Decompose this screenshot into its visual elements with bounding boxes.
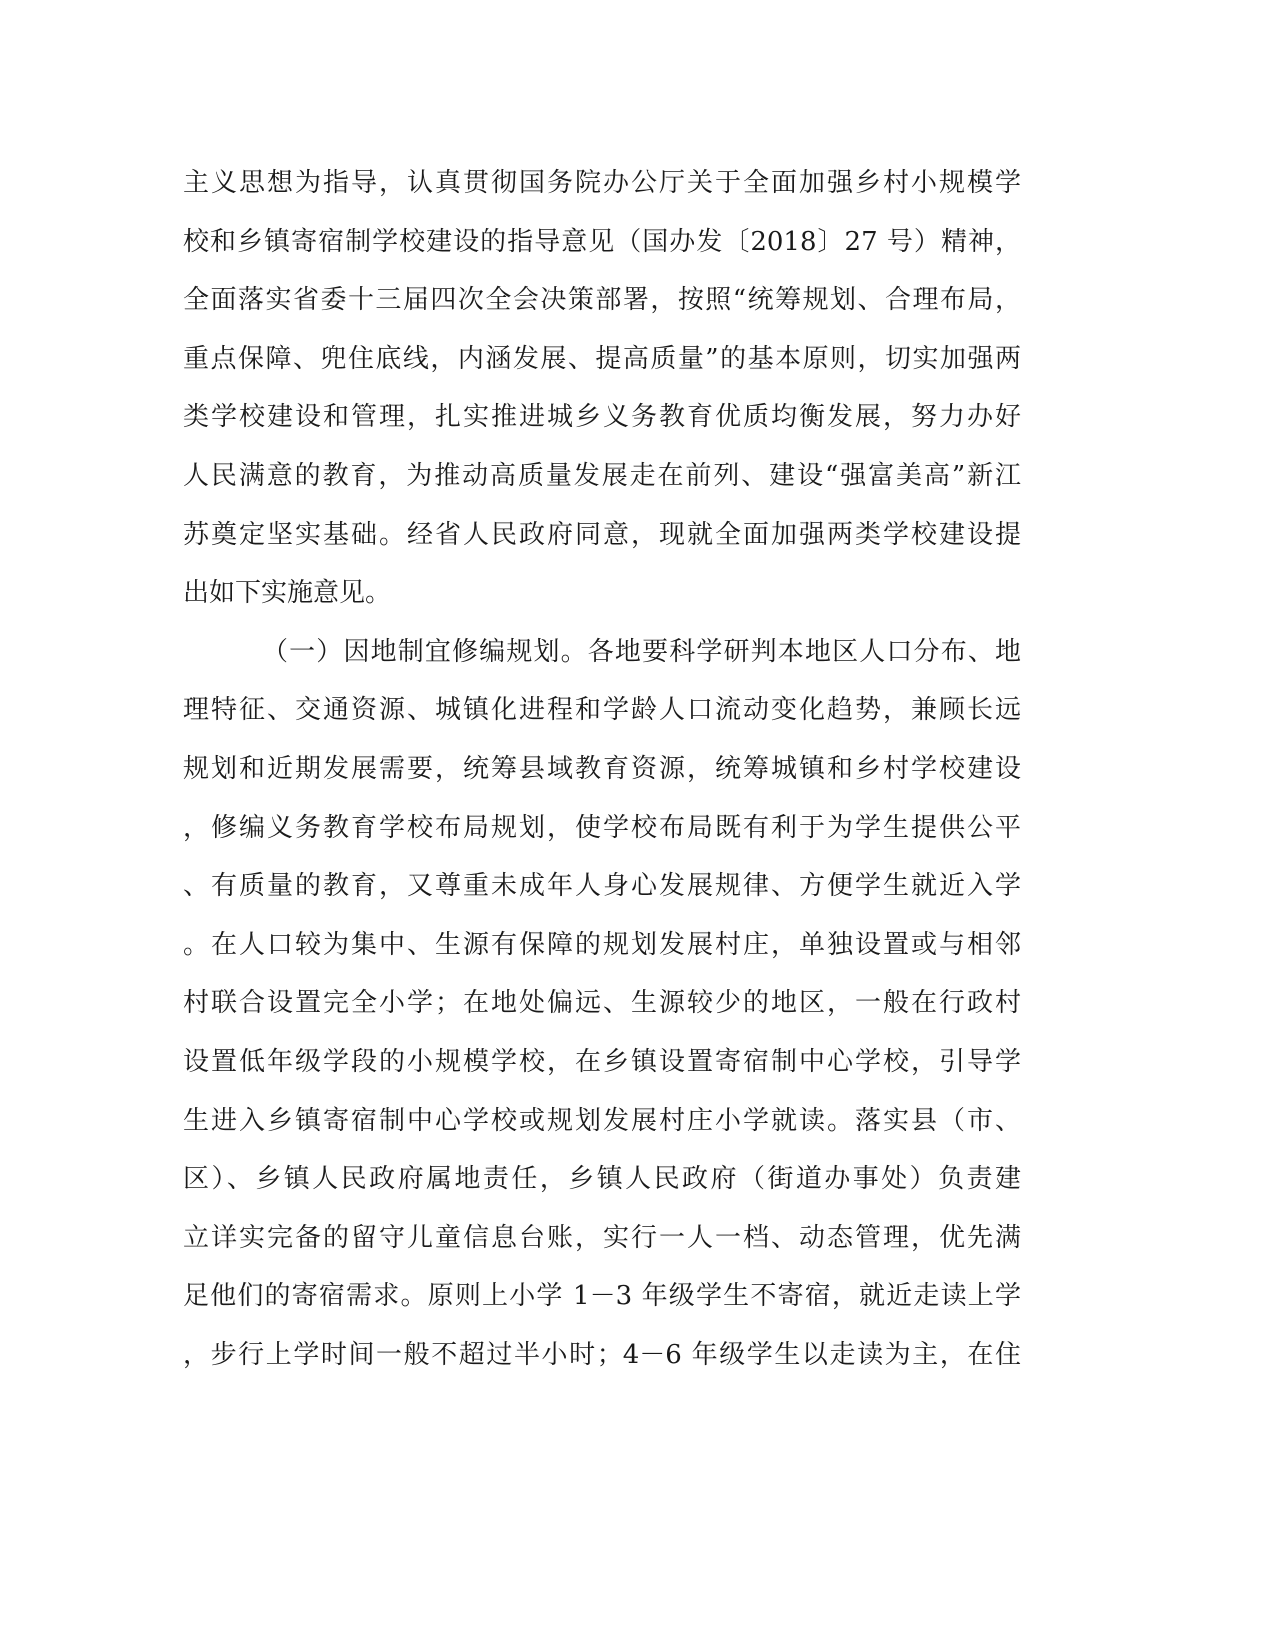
text-line: 、有质量的教育，又尊重未成年人身心发展规律、方便学生就近入学 xyxy=(183,871,1021,902)
text-line: 村联合设置完全小学；在地处偏远、生源较少的地区，一般在行政村 xyxy=(183,988,1021,1019)
document-body xyxy=(183,154,1021,1384)
text-line: 全面落实省委十三届四次全会决策部署，按照“统筹规划、合理布局， xyxy=(183,285,1021,316)
paragraph-section-1 xyxy=(183,623,1021,1385)
text-line: 规划和近期发展需要，统筹县域教育资源，统筹城镇和乡村学校建设 xyxy=(183,753,1021,784)
section-heading-line: （一）因地制宜修编规划。各地要科学研判本地区人口分布、地 xyxy=(262,636,1021,667)
text-line: 设置低年级学段的小规模学校，在乡镇设置寄宿制中心学校，引导学 xyxy=(183,1046,1021,1077)
text-line: 理特征、交通资源、城镇化进程和学龄人口流动变化趋势，兼顾长远 xyxy=(183,695,1021,726)
text-line: 重点保障、兜住底线，内涵发展、提高质量”的基本原则，切实加强两 xyxy=(183,343,1021,374)
text-line: ，步行上学时间一般不超过半小时；4－6 年级学生以走读为主，在住 xyxy=(183,1339,1021,1370)
text-line: 类学校建设和管理，扎实推进城乡义务教育优质均衡发展，努力办好 xyxy=(183,402,1021,433)
text-line: 出如下实施意见。 xyxy=(183,578,392,609)
text-line: 立详实完备的留守儿童信息台账，实行一人一档、动态管理，优先满 xyxy=(183,1222,1021,1253)
text-line: 人民满意的教育，为推动高质量发展走在前列、建设“强富美高”新江 xyxy=(183,460,1021,491)
text-line: 苏奠定坚实基础。经省人民政府同意，现就全面加强两类学校建设提 xyxy=(183,519,1021,550)
paragraph-intro xyxy=(183,154,1021,623)
text-line: 足他们的寄宿需求。原则上小学 1－3 年级学生不寄宿，就近走读上学 xyxy=(183,1281,1021,1312)
text-line: ，修编义务教育学校布局规划，使学校布局既有利于为学生提供公平 xyxy=(183,812,1021,843)
text-line: 校和乡镇寄宿制学校建设的指导意见（国办发〔2018〕27 号）精神， xyxy=(183,226,1021,257)
text-line: 。在人口较为集中、生源有保障的规划发展村庄，单独设置或与相邻 xyxy=(183,929,1021,960)
text-line: 区）、乡镇人民政府属地责任，乡镇人民政府（街道办事处）负责建 xyxy=(183,1164,1021,1195)
text-line: 生进入乡镇寄宿制中心学校或规划发展村庄小学就读。落实县（市、 xyxy=(183,1105,1021,1136)
text-line: 主义思想为指导，认真贯彻国务院办公厅关于全面加强乡村小规模学 xyxy=(183,168,1021,198)
